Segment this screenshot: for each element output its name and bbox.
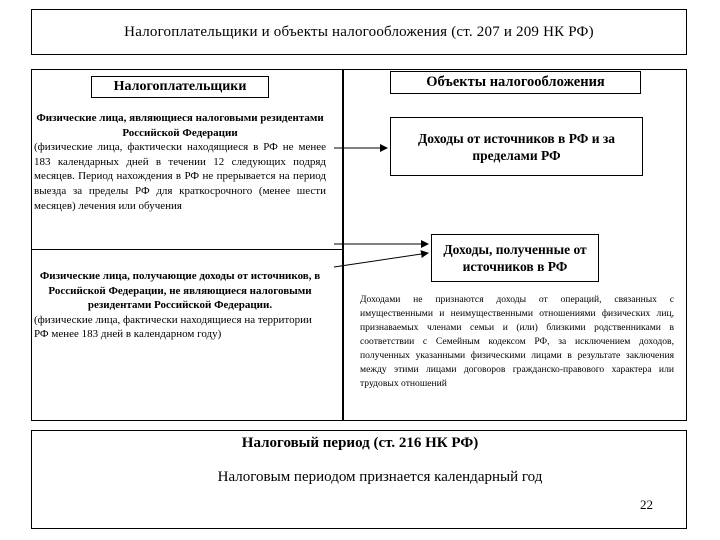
objects-heading: Объекты налогообложения [390,71,641,94]
non-residents-title: Физические лица, получающие доходы от источников, в Российской Федерации, не являющиеся налоговыми резидентами Российской Федерации. [39,270,321,312]
taxpayers-heading: Налогоплательщики [91,76,269,98]
page-number: 22 [640,497,653,512]
non-residents-text: (физические лица, фактически находящиеся на территории РФ менее 183 дней в календарном году) [34,313,312,341]
income-rf-and-abroad-box: Доходы от источников в РФ и за пределами РФ [390,117,643,176]
arrow-nonresidents-to-income-rf [334,253,428,267]
page-title: Налогоплательщики и объекты налогообложения (ст. 207 и 209 НК РФ) [124,23,594,40]
tax-period-text: Налоговым периодом признается календарный год [217,469,543,485]
tax-period-title: Налоговый период (ст. 216 НК РФ) [241,435,479,451]
not-income-note: Доходами не признаются доходы от операций, связанных с имущественными и неимущественными отношениями физических лиц, признаваемых членами семьи и (или) близкими родственниками в соответствии с Семейным кодексом РФ, за исключением доходов, полученных указанными физическими лицами в результате заключения между этими лицами договоров гражданско-правового характера или трудовых отношений [360,294,674,389]
income-rf-box: Доходы, полученные от источников в РФ [431,234,599,282]
residents-text: (физические лица, фактически находящиеся в РФ не менее 183 календарных дней в течении 12 следующих подряд месяцев. Период нахождения в РФ не прерывается на период выезда за пределы РФ для краткосрочного (менее шести месяцев) лечения или обучения [34,141,326,212]
residents-title: Физические лица, являющиеся налоговыми резидентами Российской Федерации [36,112,324,139]
